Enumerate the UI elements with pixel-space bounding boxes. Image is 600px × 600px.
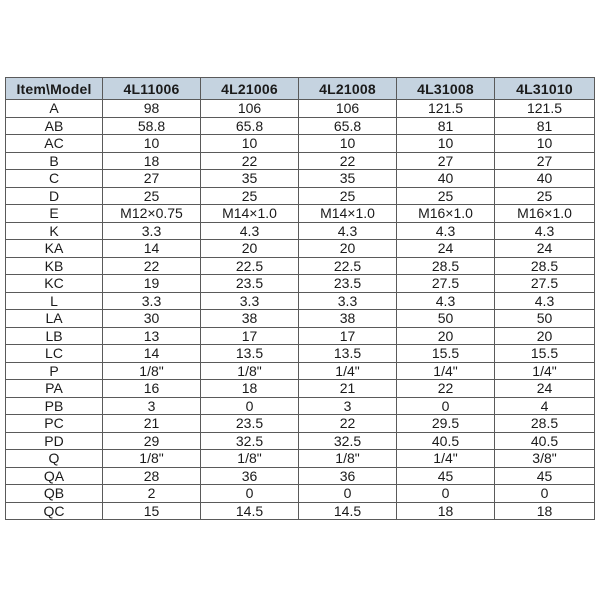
value-cell-4l11006: 58.8 — [103, 117, 201, 135]
value-cell-4l21008: 25 — [299, 187, 397, 205]
value-cell-4l31010: 20 — [495, 327, 595, 345]
table-row — [6, 205, 595, 223]
value-cell-4l21008: 22 — [299, 152, 397, 170]
value-cell-4l31008: 0 — [397, 485, 495, 503]
table-row — [6, 240, 595, 258]
table-row — [6, 362, 595, 380]
value-cell-4l21008: 13.5 — [299, 345, 397, 363]
value-cell-4l11006: 3.3 — [103, 292, 201, 310]
value-cell-4l11006: 25 — [103, 187, 201, 205]
item-cell: D — [6, 187, 103, 205]
value-cell-4l21008: 22 — [299, 415, 397, 433]
value-cell-4l21008: 10 — [299, 135, 397, 153]
table-row — [6, 397, 595, 415]
value-cell-4l31008: 29.5 — [397, 415, 495, 433]
table-row — [6, 152, 595, 170]
value-cell-4l11006: 18 — [103, 152, 201, 170]
table-row — [6, 275, 595, 293]
value-cell-4l31008: 0 — [397, 397, 495, 415]
value-cell-4l21006: 25 — [201, 187, 299, 205]
table-row — [6, 257, 595, 275]
table-row — [6, 380, 595, 398]
value-cell-4l31010: 1/4" — [495, 362, 595, 380]
value-cell-4l21008: 4.3 — [299, 222, 397, 240]
value-cell-4l11006: 10 — [103, 135, 201, 153]
value-cell-4l11006: 19 — [103, 275, 201, 293]
value-cell-4l31008: 4.3 — [397, 292, 495, 310]
value-cell-4l21008: 36 — [299, 467, 397, 485]
value-cell-4l21008: 65.8 — [299, 117, 397, 135]
value-cell-4l31008: 45 — [397, 467, 495, 485]
table-row — [6, 170, 595, 188]
table-row — [6, 222, 595, 240]
value-cell-4l11006: M12×0.75 — [103, 205, 201, 223]
header-model-4l31010: 4L31010 — [495, 78, 595, 100]
value-cell-4l11006: 13 — [103, 327, 201, 345]
table-row — [6, 432, 595, 450]
value-cell-4l21006: 23.5 — [201, 415, 299, 433]
item-cell: L — [6, 292, 103, 310]
value-cell-4l31008: 40 — [397, 170, 495, 188]
value-cell-4l21006: 20 — [201, 240, 299, 258]
value-cell-4l21006: 38 — [201, 310, 299, 328]
value-cell-4l21006: 35 — [201, 170, 299, 188]
item-cell: AB — [6, 117, 103, 135]
value-cell-4l31008: 15.5 — [397, 345, 495, 363]
value-cell-4l31008: 81 — [397, 117, 495, 135]
item-cell: LB — [6, 327, 103, 345]
value-cell-4l21006: 106 — [201, 100, 299, 118]
value-cell-4l21008: 22.5 — [299, 257, 397, 275]
table-row — [6, 502, 595, 520]
value-cell-4l31008: 40.5 — [397, 432, 495, 450]
value-cell-4l21006: 0 — [201, 485, 299, 503]
value-cell-4l21006: 14.5 — [201, 502, 299, 520]
value-cell-4l31008: 28.5 — [397, 257, 495, 275]
value-cell-4l11006: 1/8" — [103, 450, 201, 468]
value-cell-4l21008: 17 — [299, 327, 397, 345]
value-cell-4l31010: 27.5 — [495, 275, 595, 293]
item-cell: C — [6, 170, 103, 188]
value-cell-4l31010: 27 — [495, 152, 595, 170]
value-cell-4l31008: 50 — [397, 310, 495, 328]
value-cell-4l21008: 20 — [299, 240, 397, 258]
value-cell-4l31010: 28.5 — [495, 415, 595, 433]
value-cell-4l11006: 27 — [103, 170, 201, 188]
value-cell-4l21006: 13.5 — [201, 345, 299, 363]
value-cell-4l21008: 14.5 — [299, 502, 397, 520]
value-cell-4l31008: 1/4" — [397, 450, 495, 468]
value-cell-4l31008: M16×1.0 — [397, 205, 495, 223]
value-cell-4l31010: 4 — [495, 397, 595, 415]
value-cell-4l31010: 28.5 — [495, 257, 595, 275]
header-model-4l21008: 4L21008 — [299, 78, 397, 100]
item-cell: PD — [6, 432, 103, 450]
value-cell-4l31010: 40 — [495, 170, 595, 188]
value-cell-4l31008: 24 — [397, 240, 495, 258]
value-cell-4l31010: 3/8" — [495, 450, 595, 468]
table-row — [6, 135, 595, 153]
item-cell: A — [6, 100, 103, 118]
value-cell-4l31010: 0 — [495, 485, 595, 503]
table-row — [6, 292, 595, 310]
item-cell: Q — [6, 450, 103, 468]
table-row — [6, 327, 595, 345]
value-cell-4l21008: 35 — [299, 170, 397, 188]
value-cell-4l21006: 1/8" — [201, 450, 299, 468]
value-cell-4l21006: 17 — [201, 327, 299, 345]
value-cell-4l21006: 22 — [201, 152, 299, 170]
header-model-4l31008: 4L31008 — [397, 78, 495, 100]
table-row — [6, 187, 595, 205]
item-cell: K — [6, 222, 103, 240]
table-body — [6, 100, 595, 520]
value-cell-4l21006: 4.3 — [201, 222, 299, 240]
table-row — [6, 310, 595, 328]
value-cell-4l31008: 27.5 — [397, 275, 495, 293]
item-cell: P — [6, 362, 103, 380]
value-cell-4l31010: 45 — [495, 467, 595, 485]
value-cell-4l21008: 106 — [299, 100, 397, 118]
value-cell-4l21006: 32.5 — [201, 432, 299, 450]
table-row — [6, 450, 595, 468]
table-row — [6, 345, 595, 363]
item-cell: E — [6, 205, 103, 223]
value-cell-4l11006: 2 — [103, 485, 201, 503]
value-cell-4l11006: 15 — [103, 502, 201, 520]
table-row — [6, 117, 595, 135]
value-cell-4l31010: 121.5 — [495, 100, 595, 118]
value-cell-4l31008: 27 — [397, 152, 495, 170]
value-cell-4l31010: 24 — [495, 380, 595, 398]
value-cell-4l21006: 10 — [201, 135, 299, 153]
value-cell-4l11006: 3.3 — [103, 222, 201, 240]
item-cell: KC — [6, 275, 103, 293]
item-cell: KB — [6, 257, 103, 275]
value-cell-4l21006: 36 — [201, 467, 299, 485]
value-cell-4l31010: 81 — [495, 117, 595, 135]
value-cell-4l11006: 1/8" — [103, 362, 201, 380]
value-cell-4l31010: M16×1.0 — [495, 205, 595, 223]
value-cell-4l31010: 50 — [495, 310, 595, 328]
value-cell-4l21008: 23.5 — [299, 275, 397, 293]
value-cell-4l11006: 29 — [103, 432, 201, 450]
value-cell-4l11006: 16 — [103, 380, 201, 398]
table-row — [6, 415, 595, 433]
value-cell-4l11006: 30 — [103, 310, 201, 328]
value-cell-4l31010: 4.3 — [495, 222, 595, 240]
value-cell-4l11006: 14 — [103, 240, 201, 258]
value-cell-4l21008: 3.3 — [299, 292, 397, 310]
spec-table — [5, 77, 595, 520]
item-cell: PB — [6, 397, 103, 415]
value-cell-4l11006: 28 — [103, 467, 201, 485]
value-cell-4l11006: 21 — [103, 415, 201, 433]
value-cell-4l31010: 4.3 — [495, 292, 595, 310]
value-cell-4l31008: 20 — [397, 327, 495, 345]
value-cell-4l21008: 1/4" — [299, 362, 397, 380]
item-cell: B — [6, 152, 103, 170]
item-cell: KA — [6, 240, 103, 258]
value-cell-4l11006: 98 — [103, 100, 201, 118]
value-cell-4l31010: 15.5 — [495, 345, 595, 363]
value-cell-4l21008: 0 — [299, 485, 397, 503]
table-row — [6, 485, 595, 503]
value-cell-4l21008: 38 — [299, 310, 397, 328]
value-cell-4l21008: 3 — [299, 397, 397, 415]
value-cell-4l21008: 21 — [299, 380, 397, 398]
item-cell: QA — [6, 467, 103, 485]
header-model-4l21006: 4L21006 — [201, 78, 299, 100]
value-cell-4l31008: 10 — [397, 135, 495, 153]
item-cell: LA — [6, 310, 103, 328]
value-cell-4l31010: 40.5 — [495, 432, 595, 450]
table-row — [6, 467, 595, 485]
value-cell-4l31010: 18 — [495, 502, 595, 520]
value-cell-4l11006: 3 — [103, 397, 201, 415]
value-cell-4l11006: 14 — [103, 345, 201, 363]
value-cell-4l21006: 65.8 — [201, 117, 299, 135]
item-cell: QC — [6, 502, 103, 520]
item-cell: PC — [6, 415, 103, 433]
header-item-model: Item\Model — [6, 78, 103, 100]
item-cell: QB — [6, 485, 103, 503]
value-cell-4l31008: 22 — [397, 380, 495, 398]
header-model-4l11006: 4L11006 — [103, 78, 201, 100]
value-cell-4l31010: 24 — [495, 240, 595, 258]
table-row — [6, 100, 595, 118]
value-cell-4l31008: 1/4" — [397, 362, 495, 380]
value-cell-4l31010: 25 — [495, 187, 595, 205]
value-cell-4l21006: 23.5 — [201, 275, 299, 293]
value-cell-4l11006: 22 — [103, 257, 201, 275]
value-cell-4l21008: M14×1.0 — [299, 205, 397, 223]
value-cell-4l21006: 3.3 — [201, 292, 299, 310]
value-cell-4l21006: 18 — [201, 380, 299, 398]
header-row — [6, 78, 595, 100]
value-cell-4l21006: 1/8" — [201, 362, 299, 380]
value-cell-4l31008: 25 — [397, 187, 495, 205]
value-cell-4l21006: 0 — [201, 397, 299, 415]
item-cell: AC — [6, 135, 103, 153]
item-cell: LC — [6, 345, 103, 363]
value-cell-4l21006: 22.5 — [201, 257, 299, 275]
value-cell-4l31008: 4.3 — [397, 222, 495, 240]
value-cell-4l31008: 18 — [397, 502, 495, 520]
value-cell-4l21006: M14×1.0 — [201, 205, 299, 223]
value-cell-4l31010: 10 — [495, 135, 595, 153]
item-cell: PA — [6, 380, 103, 398]
value-cell-4l31008: 121.5 — [397, 100, 495, 118]
value-cell-4l21008: 1/8" — [299, 450, 397, 468]
value-cell-4l21008: 32.5 — [299, 432, 397, 450]
table-header — [6, 78, 595, 100]
